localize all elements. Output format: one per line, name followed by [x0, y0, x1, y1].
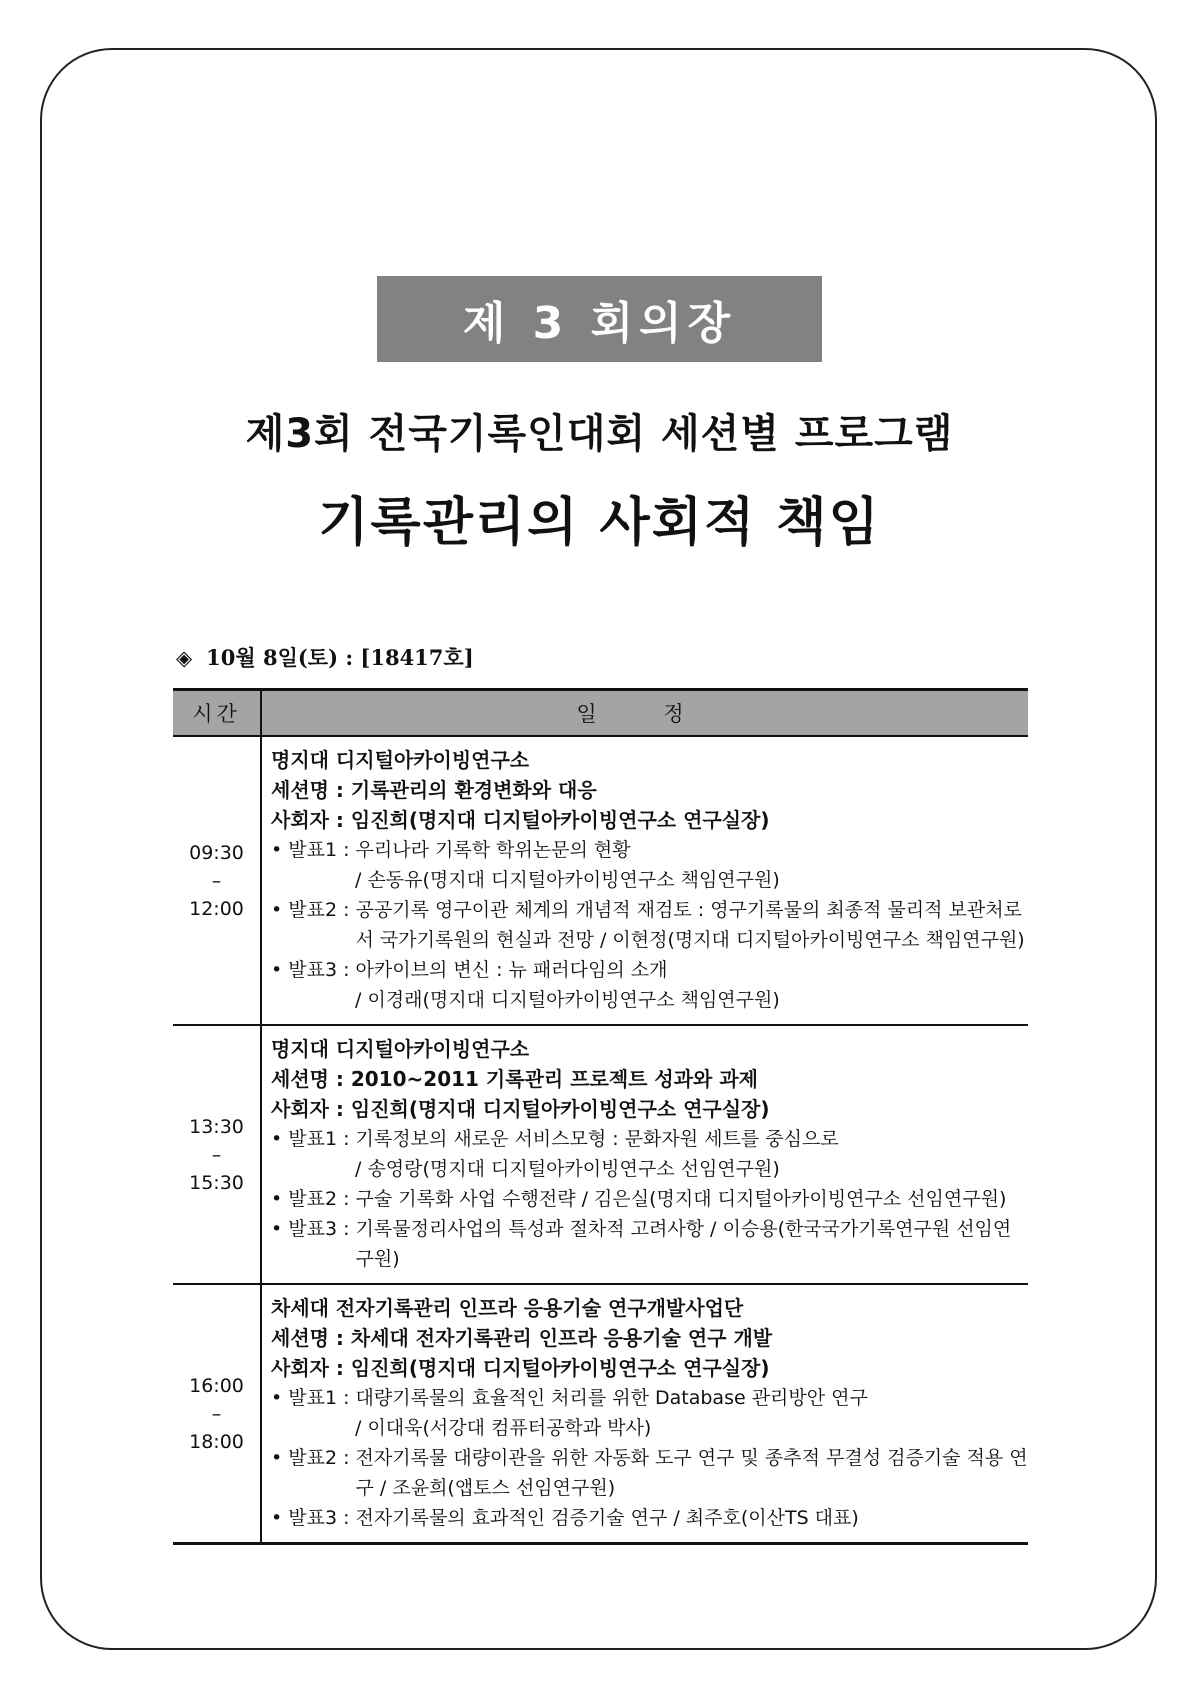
table-header-row	[173, 690, 1028, 737]
presentation-presenter: / 이대욱(서강대 컴퓨터공학과 박사)	[355, 1417, 652, 1439]
session-moderator: 사회자 : 임진희(명지대 디지털아카이빙연구소 연구실장)	[271, 808, 770, 832]
session-moderator: 사회자 : 임진희(명지대 디지털아카이빙연구소 연구실장)	[271, 1356, 770, 1380]
session-row	[173, 736, 1028, 1025]
presentation-title: 우리나라 기록학 학위논문의 현황	[355, 839, 631, 861]
session-moderator: 사회자 : 임진희(명지대 디지털아카이빙연구소 연구실장)	[271, 1097, 770, 1121]
presentation-item	[271, 1214, 1028, 1274]
session-row	[173, 1025, 1028, 1284]
presentation-title: 전자기록물 대량이관을 위한 자동화 도구 연구 및 종추적 무결성 검증기술 적용 연구 / 조윤희(앱토스 선임연구원)	[355, 1447, 1028, 1499]
session-organizer: 명지대 디지털아카이빙연구소	[271, 1037, 530, 1061]
session-content	[261, 736, 1028, 1025]
date-line	[176, 642, 474, 672]
presentation-title: 기록정보의 새로운 서비스모형 : 문화자원 세트를 중심으로	[355, 1128, 839, 1150]
time-end: 12:00	[189, 897, 244, 920]
time-start: 13:30	[189, 1115, 244, 1138]
presentation-title: 기록물정리사업의 특성과 절차적 고려사항 / 이승용(한국국가기록연구원 선임연구원)	[355, 1218, 1012, 1270]
presentation-label: • 발표1 :	[271, 839, 356, 861]
session-content	[261, 1284, 1028, 1544]
presentation-title: 전자기록물의 효과적인 검증기술 연구 / 최주호(이산TS 대표)	[355, 1507, 859, 1529]
presentation-label: • 발표2 :	[271, 1188, 356, 1210]
presentation-label: • 발표2 :	[271, 1447, 356, 1469]
presentation-item	[271, 955, 1028, 985]
time-separator: –	[211, 1143, 222, 1166]
presentation-item	[271, 1184, 1028, 1214]
session-time	[173, 1025, 261, 1284]
time-end: 18:00	[189, 1430, 244, 1453]
session-time	[173, 1284, 261, 1544]
presentation-presenter: / 이경래(명지대 디지털아카이빙연구소 책임연구원)	[355, 989, 780, 1011]
session-row	[173, 1284, 1028, 1544]
session-organizer: 차세대 전자기록관리 인프라 응용기술 연구개발사업단	[271, 1296, 744, 1320]
presentation-label: • 발표3 :	[271, 1218, 356, 1240]
session-name: 세션명 : 기록관리의 환경변화와 대응	[271, 778, 597, 802]
presentation-item	[271, 1503, 1028, 1533]
session-time	[173, 736, 261, 1025]
session-name: 세션명 : 차세대 전자기록관리 인프라 응용기술 연구 개발	[271, 1326, 773, 1350]
header-schedule: 일 정	[261, 690, 1028, 737]
time-start: 09:30	[189, 841, 244, 864]
presentation-label: • 발표2 :	[271, 899, 356, 921]
presentation-label: • 발표1 :	[271, 1387, 356, 1409]
time-end: 15:30	[189, 1171, 244, 1194]
session-theme-title: 기록관리의 사회적 책임	[318, 493, 881, 553]
hall-title: 제 3 회의장	[462, 298, 737, 349]
presentation-item	[271, 835, 1028, 865]
presentation-item	[271, 895, 1028, 955]
presentation-item	[271, 1124, 1028, 1154]
session-content	[261, 1025, 1028, 1284]
presentation-presenter: / 손동유(명지대 디지털아카이빙연구소 책임연구원)	[355, 869, 780, 891]
presentation-title: 대량기록물의 효율적인 처리를 위한 Database 관리방안 연구	[355, 1387, 868, 1409]
presentation-label: • 발표3 :	[271, 1507, 356, 1529]
date-room-text: 10월 8일(토) : [18417호]	[206, 645, 474, 670]
hall-title-box	[377, 276, 822, 362]
program-title: 제3회 전국기록인대회 세션별 프로그램	[245, 411, 954, 457]
header-time: 시간	[173, 690, 261, 737]
presentation-item	[271, 1443, 1028, 1503]
diamond-bullet-icon: ◈	[176, 645, 193, 670]
time-start: 16:00	[189, 1374, 244, 1397]
presentation-title: 아카이브의 변신 : 뉴 패러다임의 소개	[355, 959, 668, 981]
presentation-title: 구술 기록화 사업 수행전략 / 김은실(명지대 디지털아카이빙연구소 선임연구원)	[355, 1188, 1007, 1210]
time-separator: –	[211, 869, 222, 892]
session-name: 세션명 : 2010~2011 기록관리 프로젝트 성과와 과제	[271, 1067, 758, 1091]
time-separator: –	[211, 1402, 222, 1425]
presentation-label: • 발표3 :	[271, 959, 356, 981]
presentation-label: • 발표1 :	[271, 1128, 356, 1150]
session-organizer: 명지대 디지털아카이빙연구소	[271, 748, 530, 772]
presentation-item	[271, 1383, 1028, 1413]
presentation-presenter: / 송영랑(명지대 디지털아카이빙연구소 선임연구원)	[355, 1158, 780, 1180]
presentation-title: 공공기록 영구이관 체계의 개념적 재검토 : 영구기록물의 최종적 물리적 보관처로서 국가기록원의 현실과 전망 / 이현정(명지대 디지털아카이빙연구소 책임연구원)	[355, 899, 1025, 951]
schedule-table	[173, 688, 1028, 1545]
